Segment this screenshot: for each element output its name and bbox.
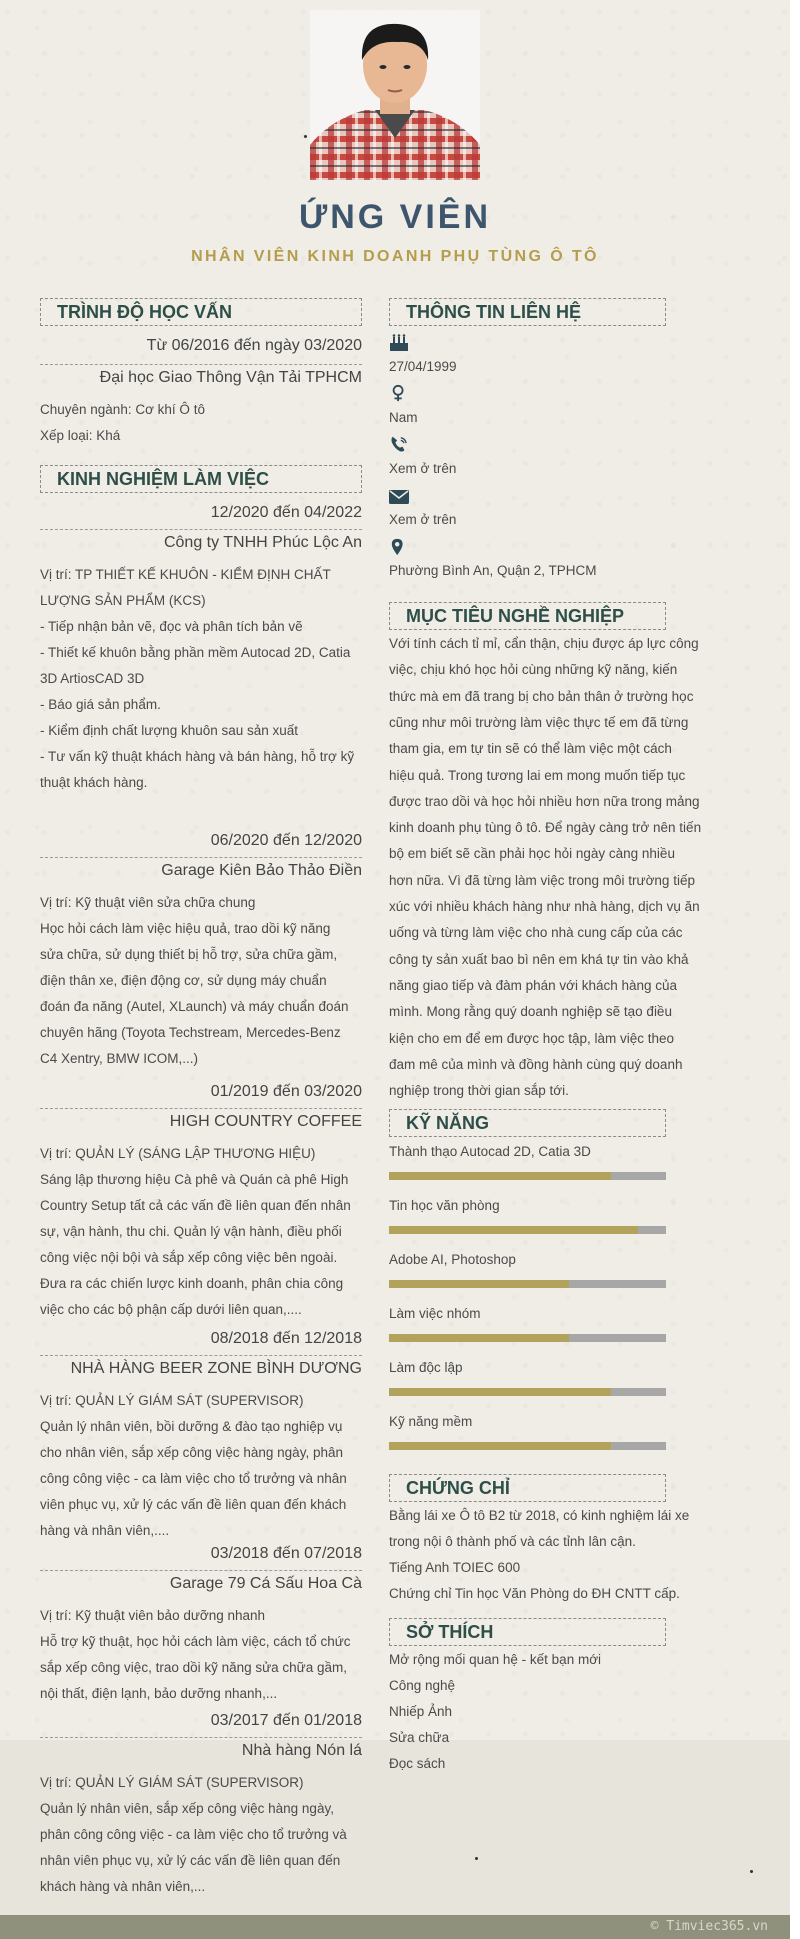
contact-address: Phường Bình An, Quận 2, TPHCM [389, 563, 597, 578]
experience-detail-line: Đưa ra các chiến lược kinh doanh, phân chia công [40, 1276, 344, 1291]
skill-name: Làm việc nhóm [389, 1306, 481, 1321]
experience-date: 06/2020 đến 12/2020 [210, 832, 362, 849]
map-marker-icon [389, 538, 409, 556]
experience-date: 03/2017 đến 01/2018 [210, 1712, 362, 1729]
skill-name: Adobe AI, Photoshop [389, 1252, 516, 1267]
objective-line: đam mê của mình và đồng hành cùng quý doanh [389, 1056, 683, 1072]
phone-icon [389, 435, 409, 453]
decorative-speck [304, 135, 307, 138]
certificate-line: Bằng lái xe Ô tô B2 từ 2018, có kinh nghiệm lái xe [389, 1508, 690, 1523]
hobby-item: Nhiếp Ảnh [389, 1704, 453, 1719]
experience-detail-line: đoán đa năng (Autel, XLaunch) và máy chuẩn đoán [40, 999, 349, 1014]
skill-level-fill [389, 1280, 569, 1288]
objective-line: kinh doanh phụ tùng ô tô. Để ngày càng trở nên tiến [389, 820, 702, 836]
skill-level-fill [389, 1334, 569, 1342]
hobbies-heading: SỞ THÍCH [389, 1618, 666, 1646]
skill-level-bar [389, 1226, 666, 1234]
education-school: Đại học Giao Thông Vận Tải TPHCM [99, 369, 362, 386]
experience-detail-line: khách hàng và nhân viên,... [40, 1879, 206, 1894]
experience-detail-line: Vị trí: QUẢN LÝ GIÁM SÁT (SUPERVISOR) [40, 1775, 304, 1790]
divider [40, 1737, 362, 1738]
experience-detail-line: C4 Xentry, BMW ICOM,...) [40, 1051, 199, 1066]
experience-detail-line: điện thân xe, điện động cơ, sử dụng máy chuẩn [40, 973, 327, 988]
experience-company: Nhà hàng Nón lá [241, 1742, 362, 1759]
hobby-item: Mở rộng mối quan hệ - kết bạn mới [389, 1652, 602, 1667]
experience-detail-line: công công việc - ca làm việc cho tổ trưởng và nhân [40, 1471, 347, 1486]
hobby-item: Đọc sách [389, 1756, 446, 1771]
skill-level-fill [389, 1226, 638, 1234]
experience-date: 12/2020 đến 04/2022 [210, 504, 362, 521]
experience-detail-line: Vị trí: QUẢN LÝ (SÁNG LẬP THƯƠNG HIỆU) [40, 1146, 316, 1161]
experience-detail-line: cho nhân viên, sắp xếp công việc hàng ngày, phân [40, 1445, 343, 1460]
experience-detail-line: sự, vận hành, thu chi. Quản lý vận hành, điều phối [40, 1224, 342, 1239]
candidate-job-title: NHÂN VIÊN KINH DOANH PHỤ TÙNG Ô TÔ [191, 248, 599, 265]
experience-detail-line: Quản lý nhân viên, bồi dưỡng & đào tạo nghiệp vụ [40, 1419, 343, 1434]
skills-heading: KỸ NĂNG [389, 1109, 666, 1137]
decorative-speck [750, 1870, 753, 1873]
skill-name: Làm độc lập [389, 1360, 463, 1375]
objective-line: năng giao tiếp và đàm phán với khách hàng của [389, 977, 678, 993]
hobby-item: Sửa chữa [389, 1730, 450, 1745]
certificates-heading: CHỨNG CHỈ [389, 1474, 666, 1502]
contact-gender: Nam [389, 410, 418, 425]
contact-email: Xem ở trên [389, 512, 457, 527]
experience-detail-line: Vị trí: TP THIẾT KẾ KHUÔN - KIỂM ĐỊNH CHẤT [40, 567, 331, 582]
experience-detail-line: phân công công việc - ca làm việc cho tổ trưởng và [40, 1827, 347, 1842]
experience-date: 08/2018 đến 12/2018 [210, 1330, 362, 1347]
skill-level-bar [389, 1388, 666, 1396]
experience-detail-line: sửa chữa, sử dụng thiết bị hỗ trợ, sửa chữa gầm, [40, 947, 338, 962]
experience-date: 01/2019 đến 03/2020 [210, 1083, 362, 1100]
skill-level-fill [389, 1442, 611, 1450]
skill-level-bar [389, 1172, 666, 1180]
experience-detail-line: công việc nội bội và sắp xếp công việc bên ngoài. [40, 1250, 338, 1265]
watermark-text: © Timviec365.vn [650, 1919, 768, 1934]
birthday-cake-icon [389, 334, 409, 352]
experience-company: Garage Kiên Bảo Thảo Điền [161, 862, 362, 879]
skill-level-fill [389, 1388, 611, 1396]
experience-detail-line: - Tiếp nhận bản vẽ, đọc và phân tích bản vẽ [40, 619, 303, 634]
skill-level-bar [389, 1280, 666, 1288]
experience-detail-line: chuyên hãng (Toyota Techstream, Mercedes-Benz [40, 1025, 341, 1040]
experience-detail-line: Sáng lập thương hiệu Cà phê và Quán cà phê High [40, 1172, 349, 1187]
experience-heading: KINH NGHIỆM LÀM VIỆC [40, 465, 362, 493]
envelope-icon [389, 488, 409, 506]
education-major: Chuyên ngành: Cơ khí Ô tô [40, 402, 205, 417]
experience-detail-line: nội thất, điện lạnh, bảo dưỡng nhanh,... [40, 1686, 278, 1701]
footer-bar [0, 1915, 790, 1939]
experience-detail-line: Học hỏi cách làm việc hiệu quả, trao dồi kỹ năng [40, 921, 331, 936]
skill-level-bar [389, 1442, 666, 1450]
certificate-line: Chứng chỉ Tin học Văn Phòng do ĐH CNTT cấp. [389, 1586, 680, 1601]
hobby-item: Công nghệ [389, 1678, 456, 1693]
objective-line: được trao dồi và học hỏi nhiều hơn nữa trong mảng [389, 793, 700, 809]
objective-line: công ty sản xuất bao bì nên em khá tự tin vào khả [389, 951, 689, 967]
certificate-line: trong nội ô thành phố và các tỉnh lân cận. [389, 1534, 636, 1549]
objective-line: việc, chịu khó học hỏi cùng những kỹ năng, kiến [389, 662, 678, 678]
objective-line: uống và từng làm việc cho nhà cung cấp của các [389, 925, 683, 941]
experience-detail-line: Vị trí: Kỹ thuật viên sửa chữa chung [40, 895, 256, 910]
experience-company: NHÀ HÀNG BEER ZONE BÌNH DƯƠNG [70, 1360, 362, 1377]
experience-detail-line: Hỗ trợ kỹ thuật, học hỏi cách làm việc, cách tổ chức [40, 1634, 351, 1649]
experience-detail-line: Vị trí: Kỹ thuật viên bảo dưỡng nhanh [40, 1608, 266, 1623]
experience-date: 03/2018 đến 07/2018 [210, 1545, 362, 1562]
candidate-name: ỨNG VIÊN [298, 198, 491, 236]
objective-line: xúc với nhiều khách hàng như nhà hàng, dịch vụ ăn [389, 899, 700, 914]
education-date: Từ 06/2016 đến ngày 03/2020 [146, 337, 362, 354]
experience-detail-line: - Tư vấn kỹ thuật khách hàng và bán hàng, hỗ trợ kỹ [40, 749, 355, 764]
experience-detail-line: LƯỢNG SẢN PHẨM (KCS) [40, 593, 206, 608]
objective-heading: MỤC TIÊU NGHỀ NGHIỆP [389, 602, 666, 630]
skill-level-bar [389, 1334, 666, 1342]
divider [40, 1355, 362, 1356]
decorative-speck [475, 1857, 478, 1860]
skill-name: Thành thạo Autocad 2D, Catia 3D [389, 1144, 591, 1159]
experience-company: Garage 79 Cá Sấu Hoa Cà [169, 1575, 362, 1592]
divider [40, 1570, 362, 1571]
education-rank: Xếp loại: Khá [40, 428, 121, 443]
experience-company: HIGH COUNTRY COFFEE [169, 1113, 362, 1130]
experience-detail-line: nhân viên phục vụ, xử lý các vấn đề liên quan đến [40, 1853, 341, 1868]
skill-name: Tin học văn phòng [389, 1198, 500, 1213]
experience-detail-line: thuật khách hàng. [40, 775, 148, 790]
contact-heading: THÔNG TIN LIÊN HỆ [389, 298, 666, 326]
experience-detail-line: việc cho các bộ phận cấp dưới liên quan,.... [40, 1302, 302, 1317]
contact-phone: Xem ở trên [389, 461, 457, 476]
experience-detail-line: Quản lý nhân viên, sắp xếp công việc hàng ngày, [40, 1801, 334, 1816]
female-icon [389, 384, 409, 402]
experience-detail-line: Country Setup tất cả các vấn đề liên quan đến nhân [40, 1198, 351, 1213]
objective-line: nghiệp trong thời gian sắp tới. [389, 1083, 569, 1099]
contact-birthday: 27/04/1999 [389, 359, 457, 374]
experience-detail-line: Vị trí: QUẢN LÝ GIÁM SÁT (SUPERVISOR) [40, 1393, 304, 1408]
profile-photo [310, 10, 480, 180]
divider [40, 857, 362, 858]
objective-line: hơn nữa. Vì đã từng làm việc trong môi trường tiếp [389, 872, 695, 888]
experience-detail-line: - Báo giá sản phẩm. [40, 697, 161, 712]
objective-line: Với tính cách tỉ mỉ, cẩn thận, chịu được áp lực công [389, 636, 699, 651]
objective-line: bộ em biết sẽ cần phải học hỏi ngày càng nhiều [389, 846, 675, 862]
divider [40, 1108, 362, 1109]
experience-detail-line: viên phục vụ, xử lý các vấn đề liên quan đến khách [40, 1497, 347, 1512]
experience-detail-line: hàng và nhân viên,.... [40, 1523, 170, 1538]
skill-level-fill [389, 1172, 611, 1180]
divider [40, 529, 362, 530]
experience-company: Công ty TNHH Phúc Lộc An [163, 534, 362, 551]
education-heading: TRÌNH ĐỘ HỌC VẤN [40, 298, 362, 326]
objective-line: tham gia, em tự tin sẽ có thể làm việc một cách [389, 741, 672, 757]
person-portrait-image [310, 10, 480, 180]
experience-detail-line: 3D ArtiosCAD 3D [40, 671, 145, 686]
experience-detail-line: - Kiểm định chất lượng khuôn sau sản xuất [40, 723, 299, 738]
objective-line: kiện cho em để em được học tập, làm việc theo [389, 1030, 675, 1046]
objective-line: hiệu quả. Trong tương lai em mong muốn tiếp tục [389, 767, 686, 783]
objective-line: thức mà em đã trang bị cho bản thân ở trường học [389, 688, 694, 704]
experience-detail-line: - Thiết kế khuôn bằng phần mềm Autocad 2D, Catia [40, 645, 351, 660]
skill-name: Kỹ năng mềm [389, 1414, 473, 1429]
objective-line: cũng như môi trường làm việc thực tế em đã từng [389, 714, 689, 730]
certificate-line: Tiếng Anh TOIEC 600 [389, 1560, 521, 1575]
experience-detail-line: sắp xếp công việc, trao dồi kỹ năng sửa chữa gầm, [40, 1660, 347, 1675]
objective-line: mình. Mong rằng quý doanh nghiệp sẽ tạo điều [389, 1004, 672, 1020]
divider [40, 364, 362, 365]
